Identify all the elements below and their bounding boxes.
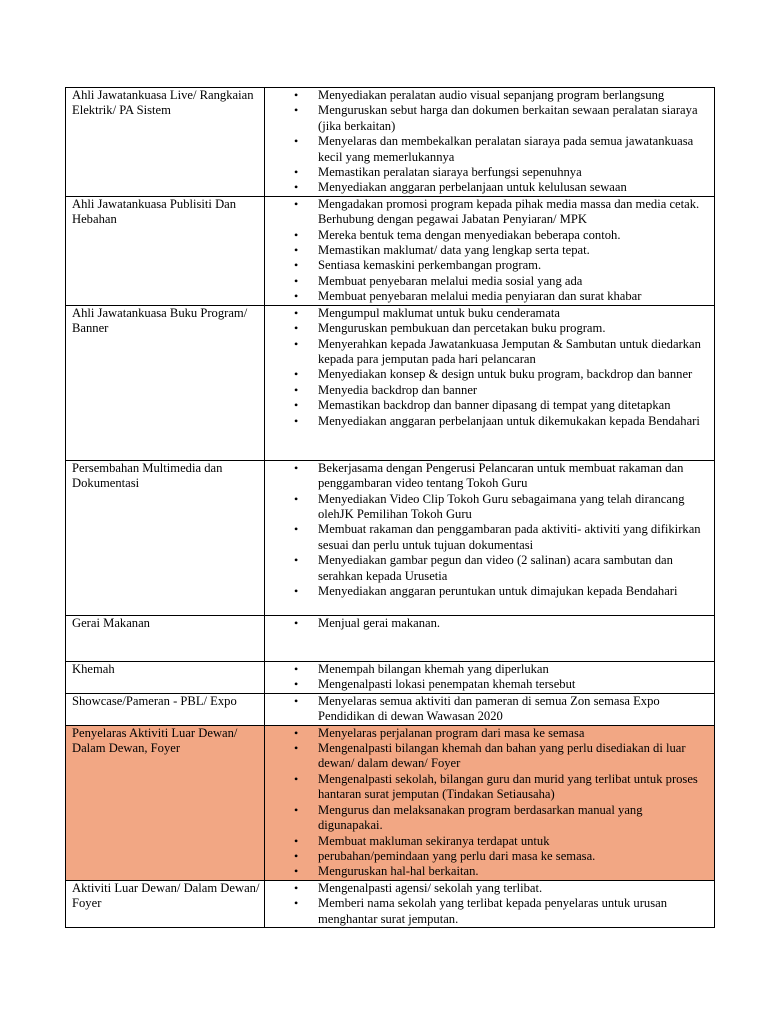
- tasks-cell: [265, 693, 715, 725]
- table-row: [66, 305, 715, 460]
- task-item: • Mengenalpasti lokasi penempatan khemah tersebut: [265, 677, 708, 692]
- task-item: • Menempah bilangan khemah yang diperlukan: [265, 662, 708, 677]
- table-row: [66, 693, 715, 725]
- tasks-cell: [265, 880, 715, 927]
- role-cell: [66, 693, 265, 725]
- tasks-cell: [265, 460, 715, 615]
- task-item: • Mengumpul maklumat untuk buku cenderamata: [265, 306, 708, 321]
- role-cell: [66, 725, 265, 880]
- role-label: Khemah: [72, 661, 115, 676]
- task-item: • Menyelaras perjalanan program dari masa ke semasa: [265, 726, 708, 741]
- role-cell: [66, 196, 265, 305]
- table-row: [66, 460, 715, 615]
- role-cell: [66, 661, 265, 693]
- table-row: [66, 88, 715, 197]
- table-row-highlighted: [66, 725, 715, 880]
- task-item: • Menyedia backdrop dan banner: [265, 383, 708, 398]
- role-label: Persembahan Multimedia dan Dokumentasi: [72, 460, 223, 491]
- task-item: • Menjual gerai makanan.: [265, 616, 708, 631]
- task-item: • Memberi nama sekolah yang terlibat kepada penyelaras untuk urusan menghantar surat jemputan.: [265, 896, 708, 927]
- task-item: • Membuat penyebaran melalui media sosial yang ada: [265, 274, 708, 289]
- task-item: • Menguruskan hal-hal berkaitan.: [265, 864, 708, 879]
- role-label: Aktiviti Luar Dewan/ Dalam Dewan/ Foyer: [72, 880, 260, 911]
- task-item: • Mengadakan promosi program kepada pihak media massa dan media cetak. Berhubung dengan pegawai Jabatan Penyiaran/ MPK: [265, 197, 708, 228]
- role-label: Ahli Jawatankuasa Buku Program/ Banner: [72, 305, 248, 336]
- task-item: • Membuat makluman sekiranya terdapat untuk: [265, 834, 708, 849]
- tasks-cell: [265, 196, 715, 305]
- task-item: • Menguruskan sebut harga dan dokumen berkaitan sewaan peralatan siaraya (jika berkaitan): [265, 103, 708, 134]
- task-item: • Menyediakan gambar pegun dan video (2 salinan) acara sambutan dan serahkan kepada Urusetia: [265, 553, 708, 584]
- table-row: [66, 615, 715, 661]
- task-item: • Menyediakan anggaran perbelanjaan untuk dikemukakan kepada Bendahari: [265, 414, 708, 429]
- committee-duties-body: [66, 88, 715, 928]
- task-item: • Menyediakan Video Clip Tokoh Guru sebagaimana yang telah dirancang olehJK Pemilihan Tokoh Guru: [265, 492, 708, 523]
- tasks-cell: [265, 305, 715, 460]
- task-item: • Mengenalpasti sekolah, bilangan guru dan murid yang terlibat untuk proses hantaran surat jemputan (Tindakan Setiausaha): [265, 772, 708, 803]
- task-item: • Mengurus dan melaksanakan program berdasarkan manual yang digunapakai.: [265, 803, 708, 834]
- role-label: Showcase/Pameran - PBL/ Expo: [72, 693, 237, 708]
- task-list: [265, 461, 708, 600]
- task-item: • Menyediakan peralatan audio visual sepanjang program berlangsung: [265, 88, 708, 103]
- task-list: [265, 726, 708, 880]
- task-list: [265, 197, 708, 305]
- task-item: • Mereka bentuk tema dengan menyediakan beberapa contoh.: [265, 228, 708, 243]
- task-item: • Memastikan backdrop dan banner dipasang di tempat yang ditetapkan: [265, 398, 708, 413]
- role-label: Penyelaras Aktiviti Luar Dewan/ Dalam Dewan, Foyer: [72, 725, 238, 756]
- task-item: • Menyelaras semua aktiviti dan pameran di semua Zon semasa Expo Pendidikan di dewan Wawasan 2020: [265, 694, 708, 725]
- task-item: • Menyediakan konsep & design untuk buku program, backdrop dan banner: [265, 367, 708, 382]
- role-cell: [66, 305, 265, 460]
- role-label: Ahli Jawatankuasa Publisiti Dan Hebahan: [72, 196, 237, 227]
- task-item: • Mengenalpasti bilangan khemah dan bahan yang perlu disediakan di luar dewan/ dalam dewan/ Foyer: [265, 741, 708, 772]
- task-item: • Memastikan maklumat/ data yang lengkap serta tepat.: [265, 243, 708, 258]
- task-item: • Membuat penyebaran melalui media penyiaran dan surat khabar: [265, 289, 708, 304]
- task-list: [265, 662, 708, 693]
- committee-duties-table: [65, 87, 715, 928]
- table-row: [66, 661, 715, 693]
- task-item: • Menyediakan anggaran peruntukan untuk dimajukan kepada Bendahari: [265, 584, 708, 599]
- task-item: • Sentiasa kemaskini perkembangan program.: [265, 258, 708, 273]
- task-item: • Menguruskan pembukuan dan percetakan buku program.: [265, 321, 708, 336]
- task-item: • perubahan/pemindaan yang perlu dari masa ke semasa.: [265, 849, 708, 864]
- table-row: [66, 196, 715, 305]
- task-item: • Menyediakan anggaran perbelanjaan untuk kelulusan sewaan: [265, 180, 708, 195]
- role-cell: [66, 880, 265, 927]
- role-cell: [66, 88, 265, 197]
- task-list: [265, 694, 708, 725]
- task-item: • Menyerahkan kepada Jawatankuasa Jemputan & Sambutan untuk diedarkan kepada para jemputan pada hari pelancaran: [265, 337, 708, 368]
- task-item: • Bekerjasama dengan Pengerusi Pelancaran untuk membuat rakaman dan penggambaran video tentang Tokoh Guru: [265, 461, 708, 492]
- role-label: Gerai Makanan: [72, 615, 150, 630]
- task-item: • Membuat rakaman dan penggambaran pada aktiviti- aktiviti yang difikirkan sesuai dan perlu untuk tujuan dokumentasi: [265, 522, 708, 553]
- tasks-cell: [265, 88, 715, 197]
- task-list: [265, 881, 708, 927]
- task-list: [265, 88, 708, 196]
- task-list: [265, 616, 708, 631]
- role-cell: [66, 615, 265, 661]
- task-item: • Memastikan peralatan siaraya berfungsi sepenuhnya: [265, 165, 708, 180]
- tasks-cell: [265, 661, 715, 693]
- role-label: Ahli Jawatankuasa Live/ Rangkaian Elektrik/ PA Sistem: [72, 88, 254, 118]
- task-list: [265, 306, 708, 429]
- role-cell: [66, 460, 265, 615]
- tasks-cell: [265, 615, 715, 661]
- task-item: • Mengenalpasti agensi/ sekolah yang terlibat.: [265, 881, 708, 896]
- tasks-cell: [265, 725, 715, 880]
- task-item: • Menyelaras dan membekalkan peralatan siaraya pada semua jawatankuasa kecil yang memerlukannya: [265, 134, 708, 165]
- table-row: [66, 880, 715, 927]
